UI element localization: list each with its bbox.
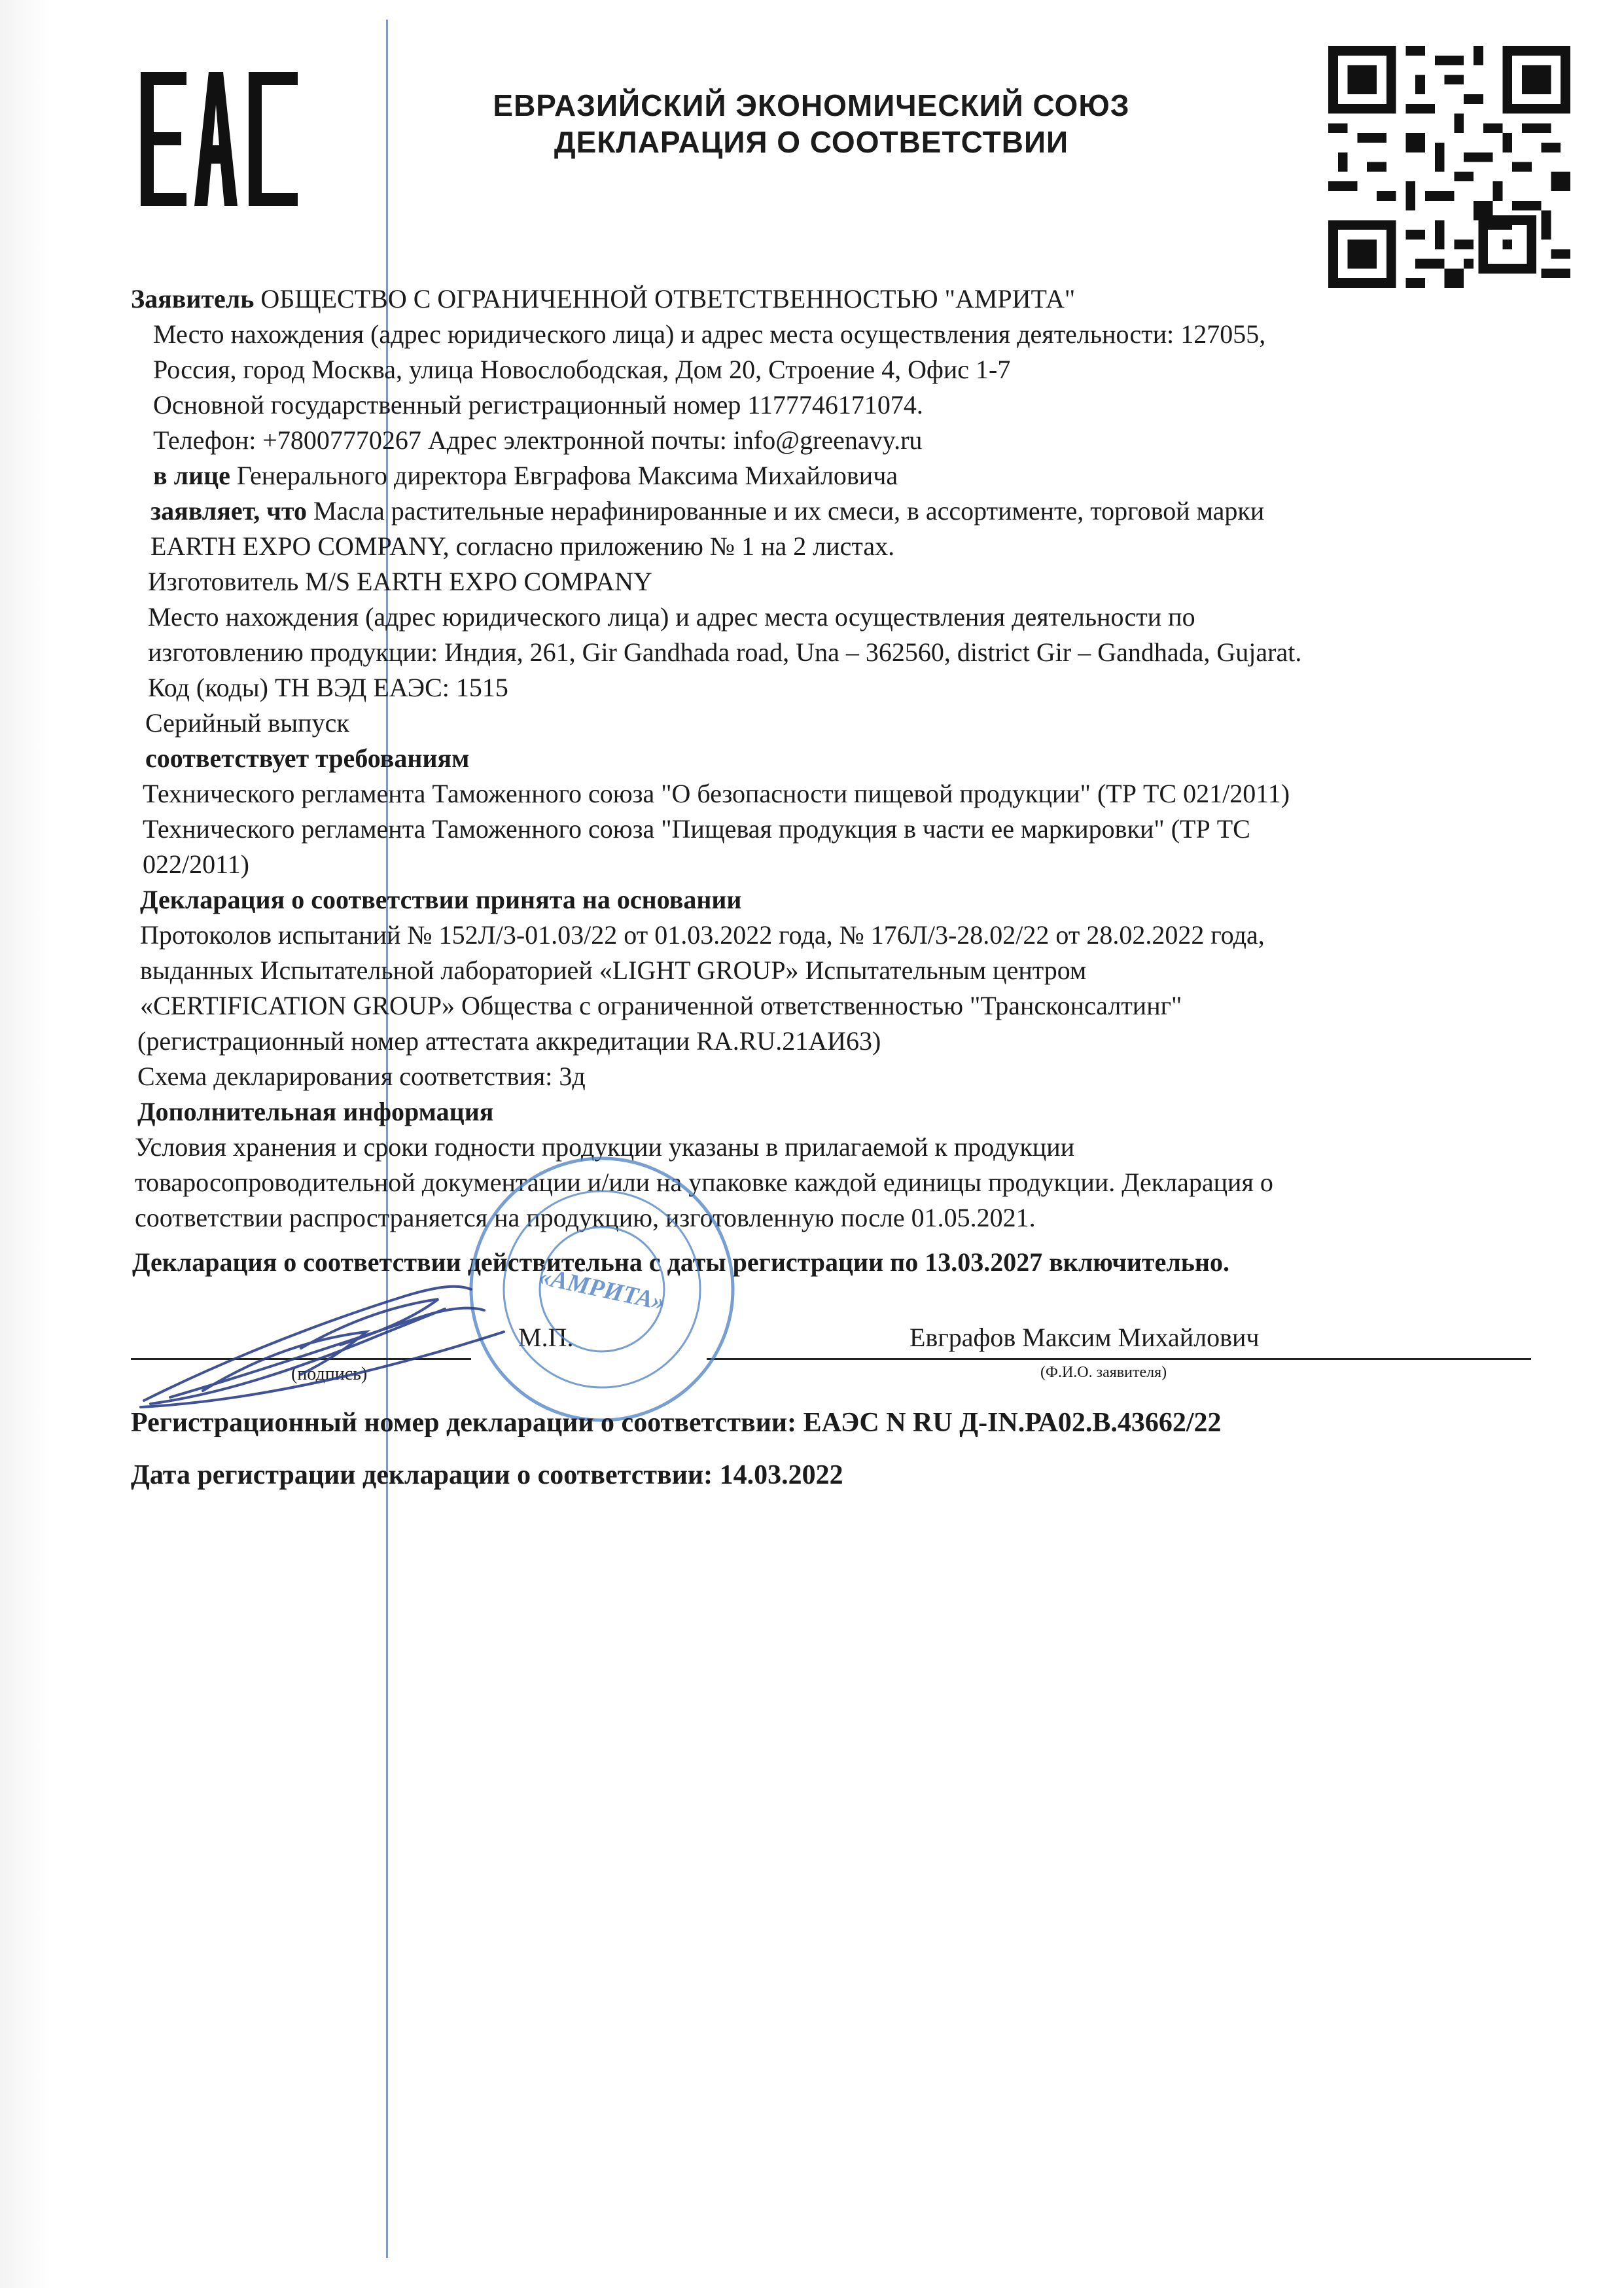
applicant-line	[131, 281, 1531, 317]
applicant-address-line2: Россия, город Москва, улица Новослободская, Дом 20, Строение 4, Офис 1-7	[153, 355, 1011, 384]
header-title-line2: ДЕКЛАРАЦИЯ О СООТВЕТСТВИИ	[554, 125, 1069, 159]
seal-place-label: М.П.	[518, 1323, 574, 1352]
manufacturer-address-line2: изготовлению продукции: Индия, 261, Gir Gandhada road, Una – 362560, district Gir – Gandhada, Gujarat.	[148, 637, 1302, 667]
applicant-contacts: Телефон: +78007770267 Адрес электронной почты: info@greenavy.ru	[153, 425, 923, 455]
product-line2: EARTH EXPO COMPANY, согласно приложению № 1 на 2 листах.	[150, 531, 895, 561]
manufacturer-name: Изготовитель M/S EARTH EXPO COMPANY	[148, 567, 652, 596]
header-title-line1: ЕВРАЗИЙСКИЙ ЭКОНОМИЧЕСКИЙ СОЮЗ	[493, 88, 1130, 122]
applicant-label: Заявитель	[131, 284, 255, 313]
tnved-code: Код (коды) ТН ВЭД ЕАЭС: 1515	[148, 673, 508, 702]
signer-name: Евграфов Максим Михайлович	[909, 1323, 1260, 1352]
requirements-line3: 022/2011)	[143, 849, 249, 879]
product-description: Масла растительные нерафинированные и их смеси, в ассортименте, торговой марки	[306, 496, 1265, 526]
registration-number: Регистрационный номер декларации о соответствии: ЕАЭС N RU Д-IN.РА02.В.43662/22	[131, 1408, 1222, 1438]
applicant-name: ОБЩЕСТВО С ОГРАНИЧЕННОЙ ОТВЕТСТВЕННОСТЬЮ "АМРИТА"	[254, 284, 1076, 313]
representative-label: в лице	[153, 461, 230, 490]
requirements-line1: Технического регламента Таможенного союза "О безопасности пищевой продукции" (ТР ТС 021/2011)	[143, 779, 1290, 808]
eac-logo	[141, 72, 298, 206]
fio-caption: (Ф.И.О. заявителя)	[1040, 1364, 1167, 1381]
basis-heading: Декларация о соответствии принята на основании	[140, 885, 742, 914]
stamp-text: «АМРИТА»	[536, 1262, 668, 1316]
serial-release: Серийный выпуск	[145, 708, 349, 738]
representative-name: Генерального директора Евграфова Максима Михайловича	[230, 461, 898, 490]
product-line1	[150, 493, 1531, 529]
declaration-scheme: Схема декларирования соответствия: 3д	[137, 1062, 586, 1091]
handwritten-signature	[131, 1270, 517, 1420]
applicant-ogrn: Основной государственный регистрационный номер 1177746171074.	[153, 390, 923, 420]
basis-line3: «CERTIFICATION GROUP» Общества с ограниченной ответственностью "Трансконсалтинг"	[140, 991, 1182, 1020]
basis-line4: (регистрационный номер аттестата аккредитации RA.RU.21АИ63)	[137, 1026, 881, 1056]
name-underline	[707, 1358, 1531, 1360]
basis-line2: выданных Испытательной лабораторией «LIGHT GROUP» Испытательным центром	[140, 956, 1087, 985]
validity-statement: Декларация о соответствии действительна с даты регистрации по 13.03.2027 включительно.	[132, 1247, 1229, 1277]
additional-line1: Условия хранения и сроки годности продукции указаны в прилагаемой к продукции	[135, 1132, 1075, 1162]
declaration-body	[131, 281, 1531, 1280]
requirements-line2: Технического регламента Таможенного союза "Пищевая продукция в части ее маркировки" (ТР ТС	[143, 814, 1250, 844]
qr-code	[1328, 46, 1570, 288]
manufacturer-address-line1: Место нахождения (адрес юридического лица) и адрес места осуществления деятельности по	[148, 602, 1195, 632]
registration-date: Дата регистрации декларации о соответствии: 14.03.2022	[131, 1460, 843, 1490]
requirements-heading: соответствует требованиям	[145, 743, 470, 773]
additional-line2: товаросопроводительной документации и/или на упаковке каждой единицы продукции. Декларация о	[135, 1168, 1273, 1197]
applicant-address-line1: Место нахождения (адрес юридического лица) и адрес места осуществления деятельности: 127055,	[153, 319, 1266, 349]
additional-line3: соответствии распространяется на продукцию, изготовленную после 01.05.2021.	[135, 1203, 1036, 1232]
representative-line	[153, 458, 1531, 493]
additional-heading: Дополнительная информация	[137, 1097, 494, 1126]
basis-line1: Протоколов испытаний № 152Л/3-01.03/22 от 01.03.2022 года, № 176Л/3-28.02/22 от 28.02.2022 года,	[140, 920, 1265, 950]
declares-label: заявляет, что	[150, 496, 307, 526]
signature-caption: (подпись)	[291, 1364, 368, 1384]
document-header	[406, 87, 1217, 160]
scan-edge-shading	[0, 0, 52, 2288]
